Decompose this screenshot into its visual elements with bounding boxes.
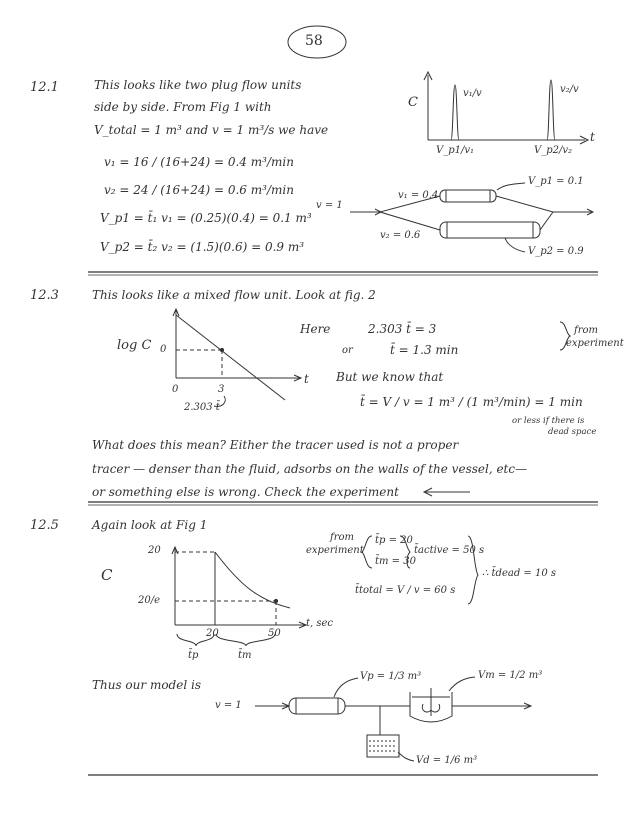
p1-line-1: This looks like two plug flow units (94, 78, 302, 92)
log-plot-tick-desc: 2.303 t̄ (184, 402, 220, 413)
p3-plot-ymid: 20/e (138, 595, 161, 606)
log-plot-x0: 0 (172, 384, 179, 395)
rtd-plot-12-5 (172, 547, 306, 646)
p3-tm: t̄m = 30 (375, 556, 416, 567)
p2-equation-3: t̄ = V / v = 1 m³ / (1 m³/min) = 1 min (360, 395, 583, 409)
p1-equation-vp1: V_p1 = t̄₁ v₁ = (0.25)(0.4) = 0.1 m³ (100, 211, 312, 225)
p3-tactive: t̄active = 50 s (414, 545, 485, 556)
p2-or: or (342, 345, 353, 356)
problem-number-12-3: 12.3 (30, 288, 59, 303)
p3-from: from (330, 532, 354, 543)
page-number: 58 (305, 33, 323, 49)
p3-plot-ytop: 20 (148, 545, 161, 556)
rtd-plot-12-1 (424, 72, 588, 144)
log-plot-xlabel: t (304, 372, 309, 386)
p2-equation-2: t̄ = 1.3 min (390, 343, 459, 357)
p2-line-1: This looks like a mixed flow unit. Look at fig. 2 (92, 288, 376, 302)
p3-model-v: v = 1 (215, 700, 242, 711)
p3-tdead: ∴ t̄dead = 10 s (482, 568, 557, 579)
p3-plot-xlabel: t, sec (306, 618, 334, 629)
problem-number-12-1: 12.1 (30, 80, 59, 95)
log-plot-tick: 3 (218, 384, 225, 395)
p2-but: But we know that (336, 370, 444, 384)
log-plot-ylabel: log C (117, 338, 152, 353)
p3-model-vp: Vp = 1/3 m³ (360, 671, 422, 682)
p3-model-line: Thus our model is (92, 678, 201, 692)
p3-plot-tp-label: t̄p (188, 650, 199, 661)
p3-experiment: experiment (306, 545, 364, 556)
p3-plot-x1: 20 (206, 628, 219, 639)
p2-from: from (574, 325, 598, 336)
flow-upper-volume-label: V_p1 = 0.1 (528, 176, 584, 187)
rtd-peak2-label: v₂/v (560, 84, 579, 95)
p3-tp: t̄p = 20 (375, 535, 413, 546)
p2-note-2: dead space (548, 427, 597, 437)
p1-line-2: side by side. From Fig 1 with (94, 100, 272, 114)
rtd-xlabel-12-1: t (590, 130, 595, 144)
p2-note-1: or less if there is (512, 416, 585, 426)
flow-lower-label: v₂ = 0.6 (380, 230, 421, 241)
flow-lower-volume-label: V_p2 = 0.9 (528, 246, 584, 257)
p3-line-1: Again look at Fig 1 (92, 518, 208, 532)
log-plot-12-3 (173, 309, 301, 406)
p2-what-line-2: tracer — denser than the fluid, adsorbs on the walls of the vessel, etc— (92, 462, 528, 476)
experiment-arrow (424, 488, 470, 496)
model-diagram-12-5 (255, 677, 531, 761)
rtd-tick1-label: V_p1/v₁ (436, 145, 475, 156)
p3-plot-ylabel: C (101, 566, 113, 584)
p2-here: Here (300, 322, 331, 336)
log-plot-y0: 0 (160, 344, 167, 355)
flow-inlet-label: v = 1 (316, 200, 343, 211)
p3-plot-tm-label: t̄m (238, 650, 252, 661)
rtd-ylabel-12-1: C (408, 95, 418, 110)
p3-ttotal: t̄total = V / v = 60 s (355, 585, 456, 596)
p2-equation-1: 2.303 t̄ = 3 (368, 322, 437, 336)
p1-equation-vp2: V_p2 = t̄₂ v₂ = (1.5)(0.6) = 0.9 m³ (100, 240, 305, 254)
flow-upper-label: v₁ = 0.4 (398, 190, 439, 201)
p1-line-3: V_total = 1 m³ and v = 1 m³/s we have (94, 123, 329, 137)
flow-diagram-12-1 (350, 183, 593, 252)
rtd-tick2-label: V_p2/v₂ (534, 145, 573, 156)
p3-plot-x2: 50 (268, 628, 281, 639)
p2-what-line-3: or something else is wrong. Check the experiment (92, 485, 399, 499)
problem-number-12-5: 12.5 (30, 518, 59, 533)
p2-experiment: experiment (566, 338, 624, 349)
p1-equation-v2: v₂ = 24 / (16+24) = 0.6 m³/min (104, 183, 294, 197)
p3-model-vd: Vd = 1/6 m³ (416, 755, 478, 766)
p1-equation-v1: v₁ = 16 / (16+24) = 0.4 m³/min (104, 155, 294, 169)
p2-what-line-1: What does this mean? Either the tracer used is not a proper (92, 438, 459, 452)
rtd-peak1-label: v₁/v (463, 88, 482, 99)
p3-model-vm: Vm = 1/2 m³ (478, 670, 543, 681)
